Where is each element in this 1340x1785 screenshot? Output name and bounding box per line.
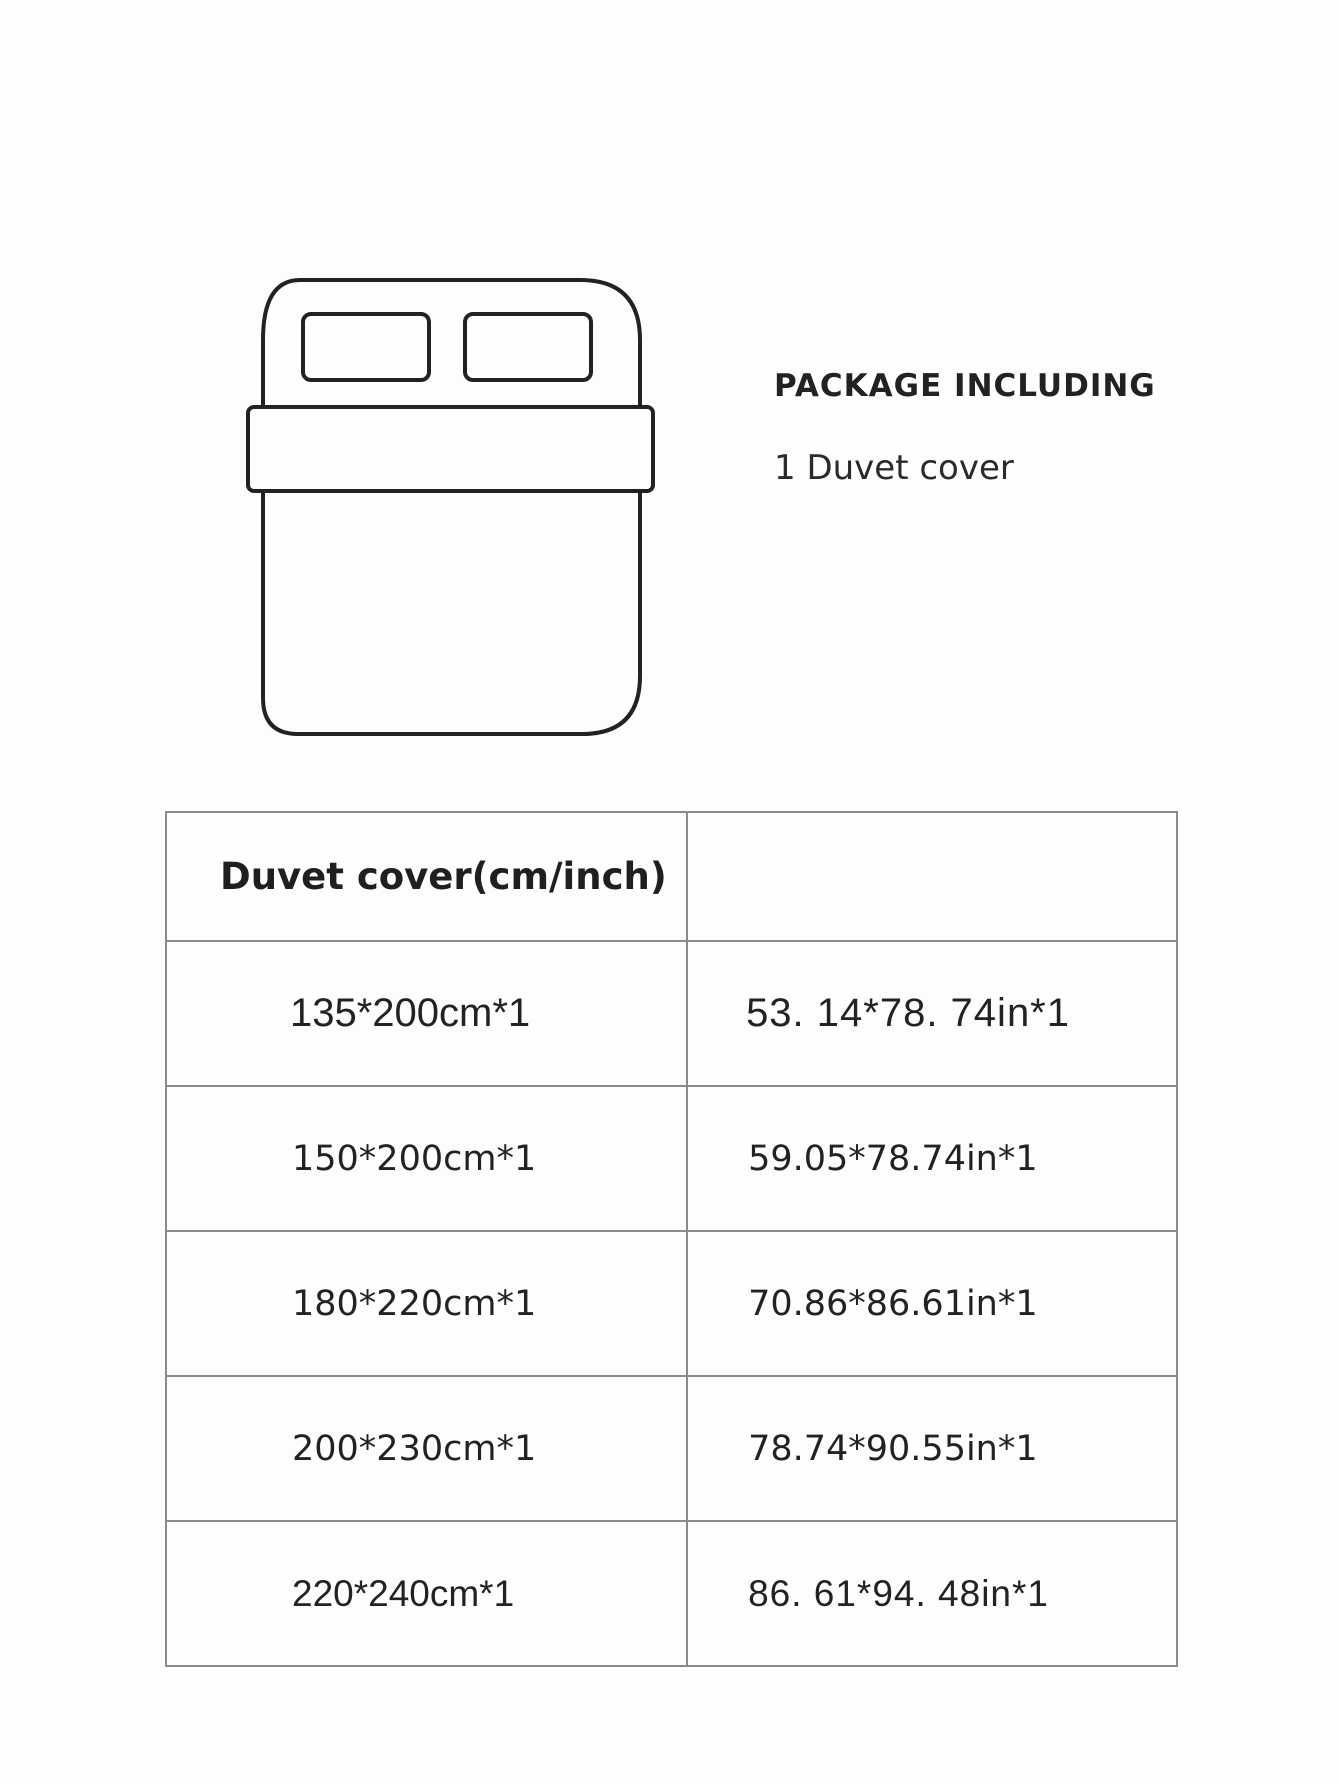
table-row (166, 1376, 1177, 1521)
package-title: PACKAGE INCLUDING (774, 368, 1156, 404)
table-cell-cm: 135*200cm*1 (166, 941, 687, 1086)
table-header-cell-empty (687, 812, 1177, 941)
bed-frame (263, 280, 640, 734)
table-cell-inch: 78.74*90.55in*1 (687, 1376, 1177, 1521)
table-cell-inch: 86. 61*94. 48in*1 (687, 1521, 1177, 1666)
pillow-right (465, 314, 591, 380)
table-cell-cm: 150*200cm*1 (166, 1086, 687, 1231)
package-item: 1 Duvet cover (774, 448, 1014, 488)
table-cell-inch: 70.86*86.61in*1 (687, 1231, 1177, 1376)
bed-icon (245, 278, 665, 738)
pillow-left (303, 314, 429, 380)
table-row (166, 1521, 1177, 1666)
size-table (165, 811, 1178, 1667)
table-cell-cm: 180*220cm*1 (166, 1231, 687, 1376)
table-cell-inch: 53. 14*78. 74in*1 (687, 941, 1177, 1086)
duvet-fold (248, 407, 653, 491)
package-info (774, 368, 1156, 488)
table-cell-cm: 200*230cm*1 (166, 1376, 687, 1521)
table-header-row (166, 812, 1177, 941)
table-row (166, 1086, 1177, 1231)
table-row (166, 941, 1177, 1086)
table-header-cell (166, 812, 687, 941)
table-cell-inch: 59.05*78.74in*1 (687, 1086, 1177, 1231)
table-row (166, 1231, 1177, 1376)
table-header-label: Duvet cover(cm/inch) (220, 855, 667, 898)
table-cell-cm: 220*240cm*1 (166, 1521, 687, 1666)
